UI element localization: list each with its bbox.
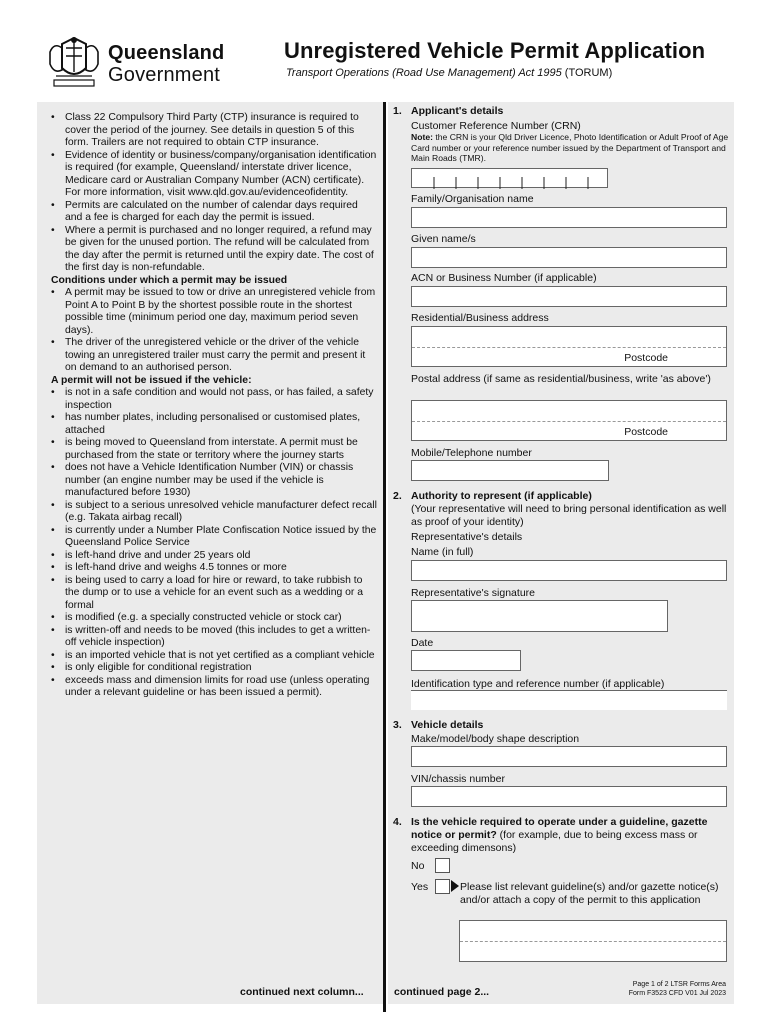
condition-bullet: • The driver of the unregistered vehicle or the driver of the vehicle towing an unregistered trailer must carry the permit and present it on demand to an authorised person. [51,337,377,375]
conditions-heading: Conditions under which a permit may be issued [51,274,288,286]
not-issued-bullet: • is left-hand drive and weighs 4.5 tonnes or more [51,562,377,575]
rep-signature-input[interactable] [411,600,668,632]
crn-input[interactable] [411,168,608,188]
section-2-number: 2. [393,490,402,502]
not-issued-heading: A permit will not be issued if the vehicle: [51,374,252,386]
not-issued-bullet: • is left-hand drive and under 25 years old [51,550,377,563]
vin-input[interactable] [411,786,727,807]
postal-address-input[interactable] [411,400,727,441]
section-2-title: Authority to represent (if applicable) [411,490,592,502]
section-4-desc: (for example, due to being excess mass or exceeding dimensons) [411,829,698,854]
rep-name-input[interactable] [411,560,727,581]
postal-postcode-label: Postcode [624,426,668,438]
crn-note-text: the CRN is your Qld Driver Licence, Photo Identification or Adult Proof of Age Card number or your reference number issued by the Department of Transport and Main Roads (TMR). [411,132,729,163]
info-bullet: • Class 22 Compulsory Third Party (CTP) insurance is required to cover the period of the journey. See details in question 5 of this form. Trailers are not required to obtain CTP insurance. [51,112,377,150]
not-issued-bullet: • is modified (e.g. a specially constructed vehicle or stock car) [51,612,377,625]
section-4-number: 4. [393,816,402,828]
not-issued-bullet: • is only eligible for conditional registration [51,662,377,675]
not-issued-bullet: • is subject to a serious unresolved vehicle manufacturer defect recall (e.g. Takata airbag recall) [51,500,377,525]
acn-label: ACN or Business Number (if applicable) [411,272,597,284]
section-1-number: 1. [393,105,402,117]
not-issued-bullet: • is being moved to Queensland from interstate. A permit must be purchased from the state or territory where the journey starts [51,437,377,462]
acn-input[interactable] [411,286,727,307]
crn-digit-separators [412,169,609,189]
family-name-label: Family/Organisation name [411,193,534,205]
rep-name-label: Name (in full) [411,546,474,558]
date-label: Date [411,637,434,649]
arrow-right-icon [451,880,459,892]
no-checkbox[interactable] [435,858,450,873]
section-1-title: Applicant's details [411,105,504,117]
address-line-divider [412,421,726,422]
make-model-label: Make/model/body shape description [411,733,580,745]
right-continued-note: continued page 2... [394,986,490,998]
crn-note-bold: Note: [411,132,433,142]
no-label: No [411,860,425,872]
subtitle-abbr: (TORUM) [561,67,613,79]
crn-note [411,132,729,164]
make-model-input[interactable] [411,746,727,767]
brand-line-1: Queensland [108,42,225,64]
family-name-input[interactable] [411,207,727,228]
page-subtitle [286,67,612,79]
not-issued-bullet: • is written-off and needs to be moved (this includes to get a written-off vehicle inspection) [51,625,377,650]
given-names-input[interactable] [411,247,727,268]
yes-checkbox[interactable] [435,879,450,894]
condition-bullet: • A permit may be issued to tow or drive an unregistered vehicle from Point A to Point B by the shortest possible route in the shortest possible time (minimum period one day, maximum period seven days). [51,287,377,337]
rep-details-label: Representative's details [411,531,523,543]
res-address-label: Residential/Business address [411,312,549,324]
yes-desc: Please list relevant guideline(s) and/or gazette notice(s) and/or attach a copy of the permit to this application [460,881,719,906]
id-type-input[interactable] [411,690,727,710]
not-issued-bullet: • is not in a safe condition and would not pass, or has failed, a safety inspection [51,387,377,412]
info-panel [37,102,383,1004]
guideline-line-divider [460,941,726,942]
info-bullet: • Permits are calculated on the number of calendar days required and a fee is charged for each day the permit is issued. [51,200,377,225]
column-divider [383,102,386,1012]
left-continued-note: continued next column... [240,986,364,998]
not-issued-bullet: • does not have a Vehicle Identification Number (VIN) or chassis number (an engine number may be used if the vehicle is manufactured before 1930) [51,462,377,500]
form-info: Form F3523 CFD V01 Jul 2023 [628,990,726,997]
res-postcode-label: Postcode [624,352,668,364]
id-type-label: Identification type and reference number (if applicable) [411,678,665,690]
mobile-input[interactable] [411,460,609,481]
section-3-number: 3. [393,719,402,731]
page-title: Unregistered Vehicle Permit Application [284,38,706,63]
info-bullet: • Evidence of identity or business/company/organisation identification is required (for example, Queensland/ interstate driver licence, Medicare card or Australian Company Number (ACN) certificate). For more information, visit www.qld.gov.au/evidenceofidentity. [51,150,377,200]
postal-address-label: Postal address (if same as residential/business, write 'as above') [411,373,711,385]
not-issued-bullet: • has number plates, including personalised or customised plates, attached [51,412,377,437]
subtitle-act: Transport Operations (Road Use Management) Act 1995 [286,67,562,79]
mobile-label: Mobile/Telephone number [411,447,532,459]
section-3-title: Vehicle details [411,719,484,731]
date-input[interactable] [411,650,521,671]
address-line-divider [412,347,726,348]
res-address-input[interactable] [411,326,727,367]
not-issued-bullet: • exceeds mass and dimension limits for road use (unless operating under a relevant guideline or has been issued a permit). [51,675,377,700]
section-4-question [411,816,727,855]
qld-government-logo [44,34,224,90]
given-names-label: Given name/s [411,233,476,245]
brand-line-2: Government [108,64,221,86]
not-issued-bullet: • is currently under a Number Plate Confiscation Notice issued by the Queensland Police Service [51,525,377,550]
section-2-desc: (Your representative will need to bring personal identification as well as proof of your identity) [411,503,727,528]
section-4-title: Is the vehicle required to operate under a guideline, gazette notice or permit? [411,816,708,841]
vin-label: VIN/chassis number [411,773,505,785]
not-issued-bullet: • is being used to carry a load for hire or reward, to take rubbish to the dump or to use a vehicle for an event such as a wedding or a formal [51,575,377,613]
not-issued-bullet: • is an imported vehicle that is not yet certified as a compliant vehicle [51,650,377,663]
info-bullet: • Where a permit is purchased and no longer required, a refund may be given for the unused portion. The refund will be calculated from the day after the permit is returned until the expiry date. The cost of the first day is non-refundable. [51,225,377,275]
yes-label: Yes [411,881,429,893]
page-info: Page 1 of 2 LTSR Forms Area [632,981,726,988]
coat-of-arms-icon [44,34,104,90]
rep-signature-label: Representative's signature [411,587,535,599]
guideline-input[interactable] [459,920,727,962]
crn-label: Customer Reference Number (CRN) [411,120,581,132]
